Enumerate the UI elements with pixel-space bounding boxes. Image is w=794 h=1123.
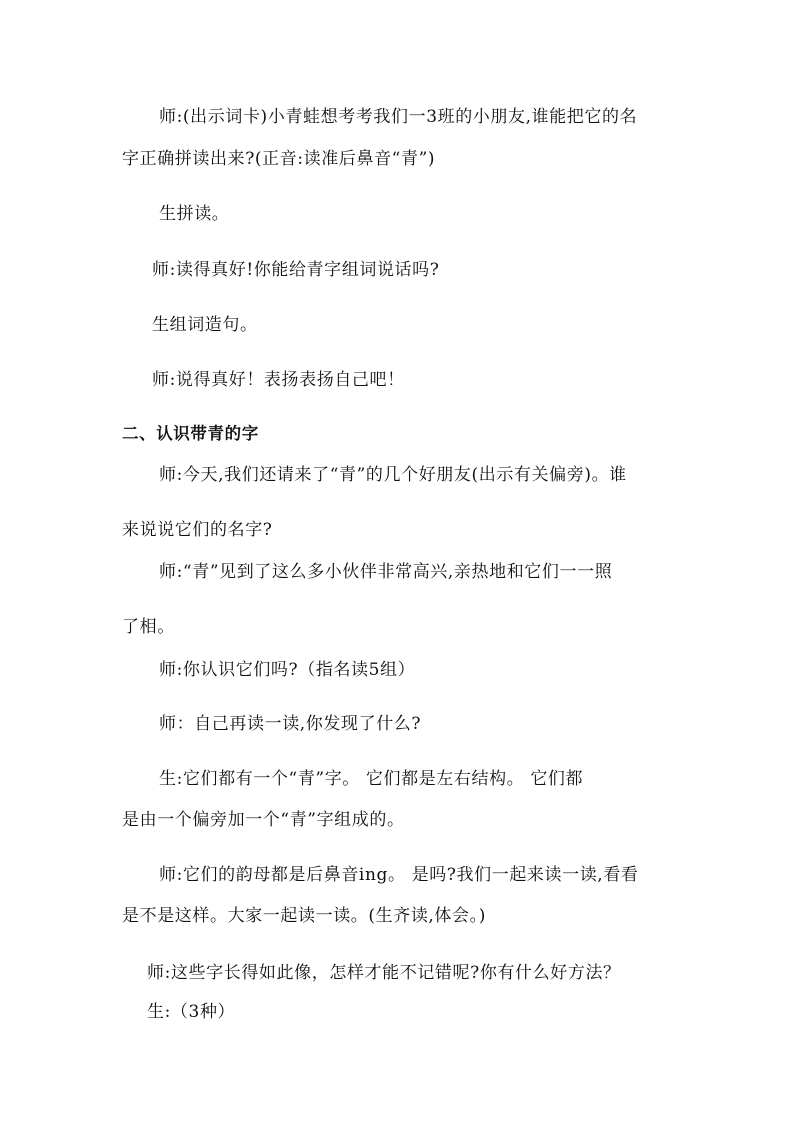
paragraph-line: 生:（3种） (147, 1002, 236, 1022)
paragraph-line: 师:“青”见到了这么多小伙伴非常高兴,亲热地和它们一一照 (159, 562, 613, 582)
paragraph-line: 生:它们都有一个“青”字。 它们都是左右结构。 它们都 (159, 769, 584, 789)
paragraph-line: 师:读得真好!你能给青字组词说话吗? (152, 260, 440, 280)
paragraph-line: 是不是这样。大家一起读一读。(生齐读,体会。) (122, 906, 486, 926)
paragraph-line: 生拼读。 (159, 204, 230, 224)
paragraph-line: 生组词造句。 (152, 315, 258, 335)
paragraph-line: 师:你认识它们吗?（指名读5组） (159, 660, 416, 680)
section-heading: 二、认识带青的字 (122, 424, 259, 443)
paragraph-line: 是由一个偏旁加一个“青”字组成的。 (122, 810, 405, 830)
paragraph-line: 师:这些字长得如此像，怎样才能不记错呢?你有什么好方法？ (147, 963, 621, 983)
paragraph-line: 字正确拼读出来?(正音:读准后鼻音“青”) (122, 149, 436, 169)
paragraph-line: 师：自己再读一读,你发现了什么? (159, 714, 422, 734)
paragraph-line: 来说说它们的名字? (122, 520, 273, 540)
paragraph-line: 师:说得真好！表扬表扬自己吧！ (152, 370, 405, 390)
paragraph-line: 了相。 (122, 617, 175, 637)
paragraph-line: 师:今天,我们还请来了“青”的几个好朋友(出示有关偏旁)。谁 (159, 465, 627, 485)
paragraph-line: 师:它们的韵母都是后鼻音ing。 是吗?我们一起来读一读,看看 (159, 865, 639, 885)
paragraph-line: 师:(出示词卡)小青蛙想考考我们一3班的小朋友,谁能把它的名 (159, 107, 638, 127)
